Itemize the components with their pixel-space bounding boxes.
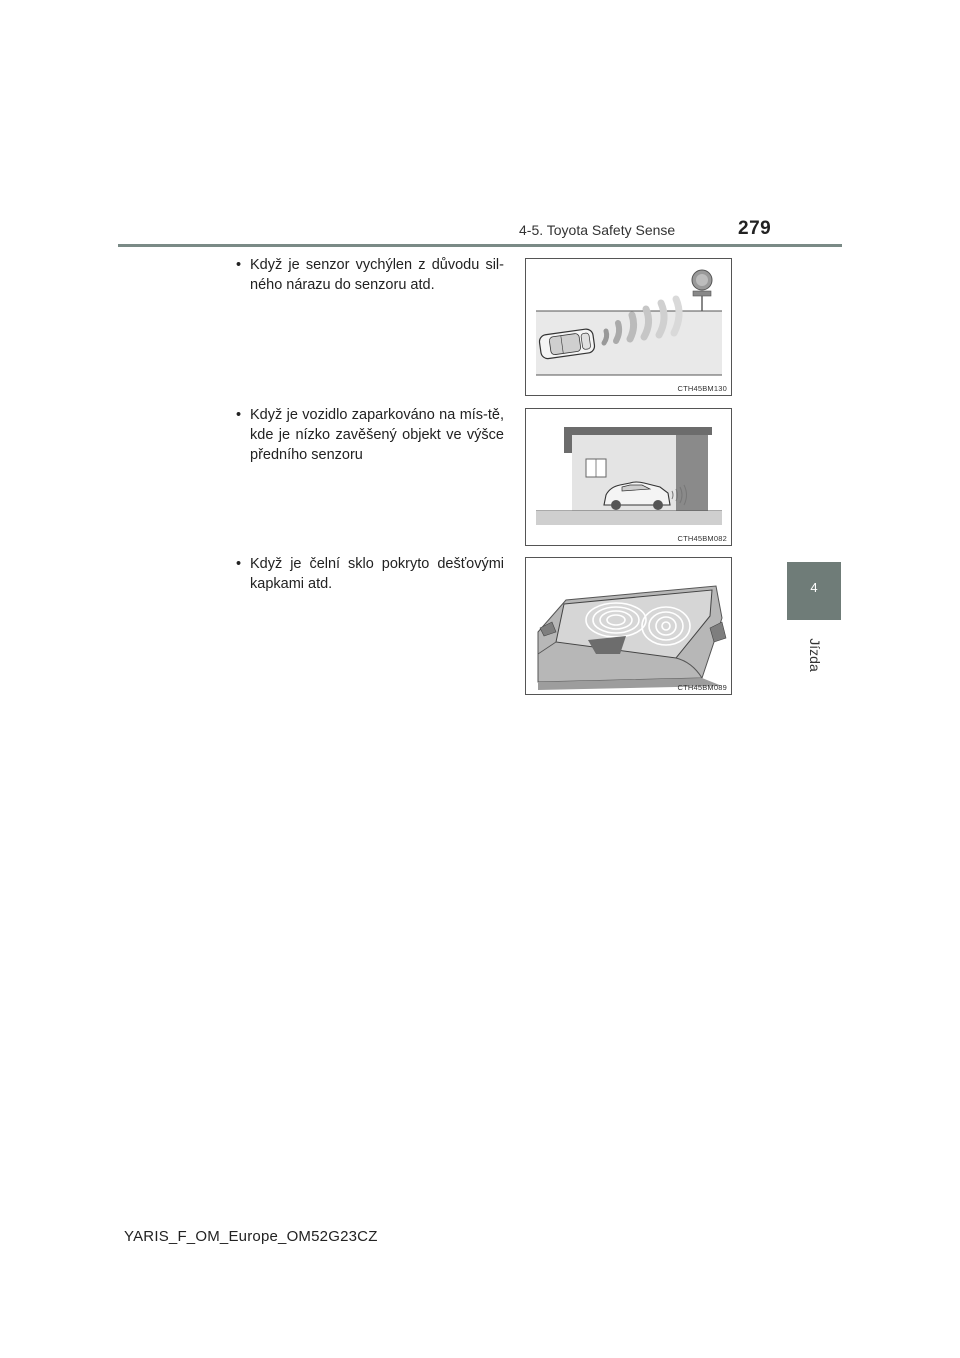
parked-car-illustration xyxy=(526,409,731,545)
windshield-illustration xyxy=(526,558,731,694)
page-number: 279 xyxy=(738,218,772,239)
overhang-roof xyxy=(564,427,712,435)
bullet: • xyxy=(236,407,242,423)
item-text: Když je senzor vychýlen z důvodu sil-ného nárazu do senzoru atd. xyxy=(250,257,504,293)
item-text: Když je čelní sklo pokryto dešťovými kapkami atd. xyxy=(250,556,504,592)
chapter-number: 4 xyxy=(810,580,818,595)
chapter-label: Jízda xyxy=(807,638,823,672)
chapter-label-wrap xyxy=(790,630,840,680)
list-item xyxy=(236,405,504,465)
figure-code: CTH45BM130 xyxy=(677,384,727,393)
item-text: Když je vozidlo zaparkováno na mís-tě, kde je nízko zavěšený objekt ve výšce předního senzoru xyxy=(250,407,504,463)
car-wheel-front xyxy=(653,500,663,510)
car-wheel-rear xyxy=(611,500,621,510)
figure-raindrops-windshield xyxy=(525,557,732,695)
chapter-tab xyxy=(787,562,841,620)
manual-code: YARIS_F_OM_Europe_OM52G23CZ xyxy=(124,1228,378,1245)
list-item xyxy=(236,255,504,295)
figure-code: CTH45BM082 xyxy=(677,534,727,543)
figure-parked-under-object xyxy=(525,408,732,546)
section-title: 4-5. Toyota Safety Sense xyxy=(519,222,676,238)
overhang-edge xyxy=(564,435,572,453)
figure-sensor-deflected xyxy=(525,258,732,396)
figure-code: CTH45BM089 xyxy=(677,683,727,692)
bullet: • xyxy=(236,257,242,273)
sensor-deflected-illustration xyxy=(526,259,731,395)
ground xyxy=(536,511,722,525)
list-item xyxy=(236,554,504,594)
header-divider xyxy=(118,244,842,247)
building-side xyxy=(676,435,708,511)
bullet: • xyxy=(236,556,242,572)
